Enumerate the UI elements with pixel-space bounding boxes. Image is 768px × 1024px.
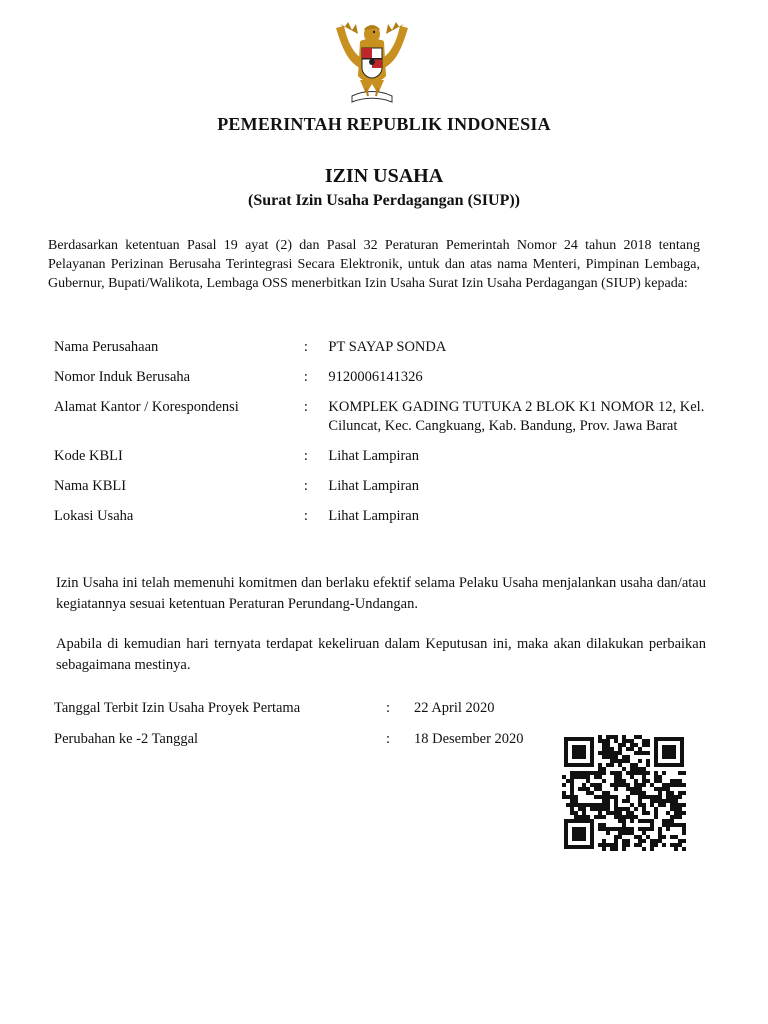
date-label: Tanggal Terbit Izin Usaha Proyek Pertama — [54, 700, 301, 716]
field-value-kbli-code: Lihat Lampiran — [328, 448, 419, 464]
field-label: Alamat Kantor / Korespondensi — [54, 399, 239, 415]
field-separator: : — [303, 339, 308, 355]
date-row-amendment — [54, 729, 574, 760]
dates-table — [54, 698, 574, 760]
field-separator: : — [303, 399, 308, 415]
field-row-company-name — [54, 338, 714, 368]
field-value-kbli-name: Lihat Lampiran — [328, 478, 419, 494]
field-row-business-location — [54, 507, 714, 537]
date-separator: : — [386, 700, 391, 716]
field-separator: : — [303, 369, 308, 385]
intro-paragraph: Berdasarkan ketentuan Pasal 19 ayat (2) dan Pasal 32 Peraturan Pemerintah Nomor 24 tahun 2018 tentang Pelayanan Perizinan Berusaha Terintegrasi Secara Elektronik, untuk dan atas nama Menteri, Pimpinan Lembaga, Gubernur, Bupati/Walikota, Lembaga OSS menerbitkan Izin Usaha Surat Izin Usaha Perdagangan (SIUP) kepada: — [48, 238, 700, 291]
field-separator: : — [303, 478, 308, 494]
field-label: Nama KBLI — [54, 478, 127, 494]
date-value-first-issue: 22 April 2020 — [414, 700, 495, 716]
field-value-business-location: Lihat Lampiran — [328, 508, 419, 524]
field-row-address — [54, 398, 714, 447]
document-subtitle: (Surat Izin Usaha Perdagangan (SIUP)) — [247, 192, 520, 209]
field-value-address: KOMPLEK GADING TUTUKA 2 BLOK K1 NOMOR 12, Kel. Ciluncat, Kec. Cangkuang, Kab. Bandung, Prov. Jawa Barat — [328, 399, 705, 434]
document-title: IZIN USAHA — [324, 165, 444, 187]
date-row-first-issue — [54, 698, 574, 729]
field-label: Nama Perusahaan — [54, 339, 159, 355]
date-label: Perubahan ke -2 Tanggal — [54, 731, 199, 747]
field-row-business-id — [54, 368, 714, 398]
field-row-kbli-name — [54, 477, 714, 507]
field-separator: : — [303, 448, 308, 464]
field-value-business-id: 9120006141326 — [328, 369, 423, 385]
qr-code-icon — [562, 735, 686, 851]
date-value-amendment: 18 Desember 2020 — [414, 731, 524, 747]
field-label: Lokasi Usaha — [54, 508, 134, 524]
government-title: PEMERINTAH REPUBLIK INDONESIA — [217, 114, 551, 134]
correction-statement: Apabila di kemudian hari ternyata terdapat kekeliruan dalam Keputusan ini, maka akan dilakukan perbaikan sebagaimana mestinya. — [56, 636, 706, 673]
garuda-emblem-icon — [330, 18, 414, 106]
field-row-kbli-code — [54, 447, 714, 477]
date-separator: : — [386, 731, 391, 747]
field-separator: : — [303, 508, 308, 524]
company-info-table — [54, 338, 714, 537]
validity-statement: Izin Usaha ini telah memenuhi komitmen dan berlaku efektif selama Pelaku Usaha menjalankan usaha dan/atau kegiatannya sesuai ketentuan Peraturan Perundang-Undangan. — [56, 575, 706, 612]
field-label: Nomor Induk Berusaha — [54, 369, 191, 385]
field-label: Kode KBLI — [54, 448, 123, 464]
field-value-company-name: PT SAYAP SONDA — [328, 339, 447, 355]
